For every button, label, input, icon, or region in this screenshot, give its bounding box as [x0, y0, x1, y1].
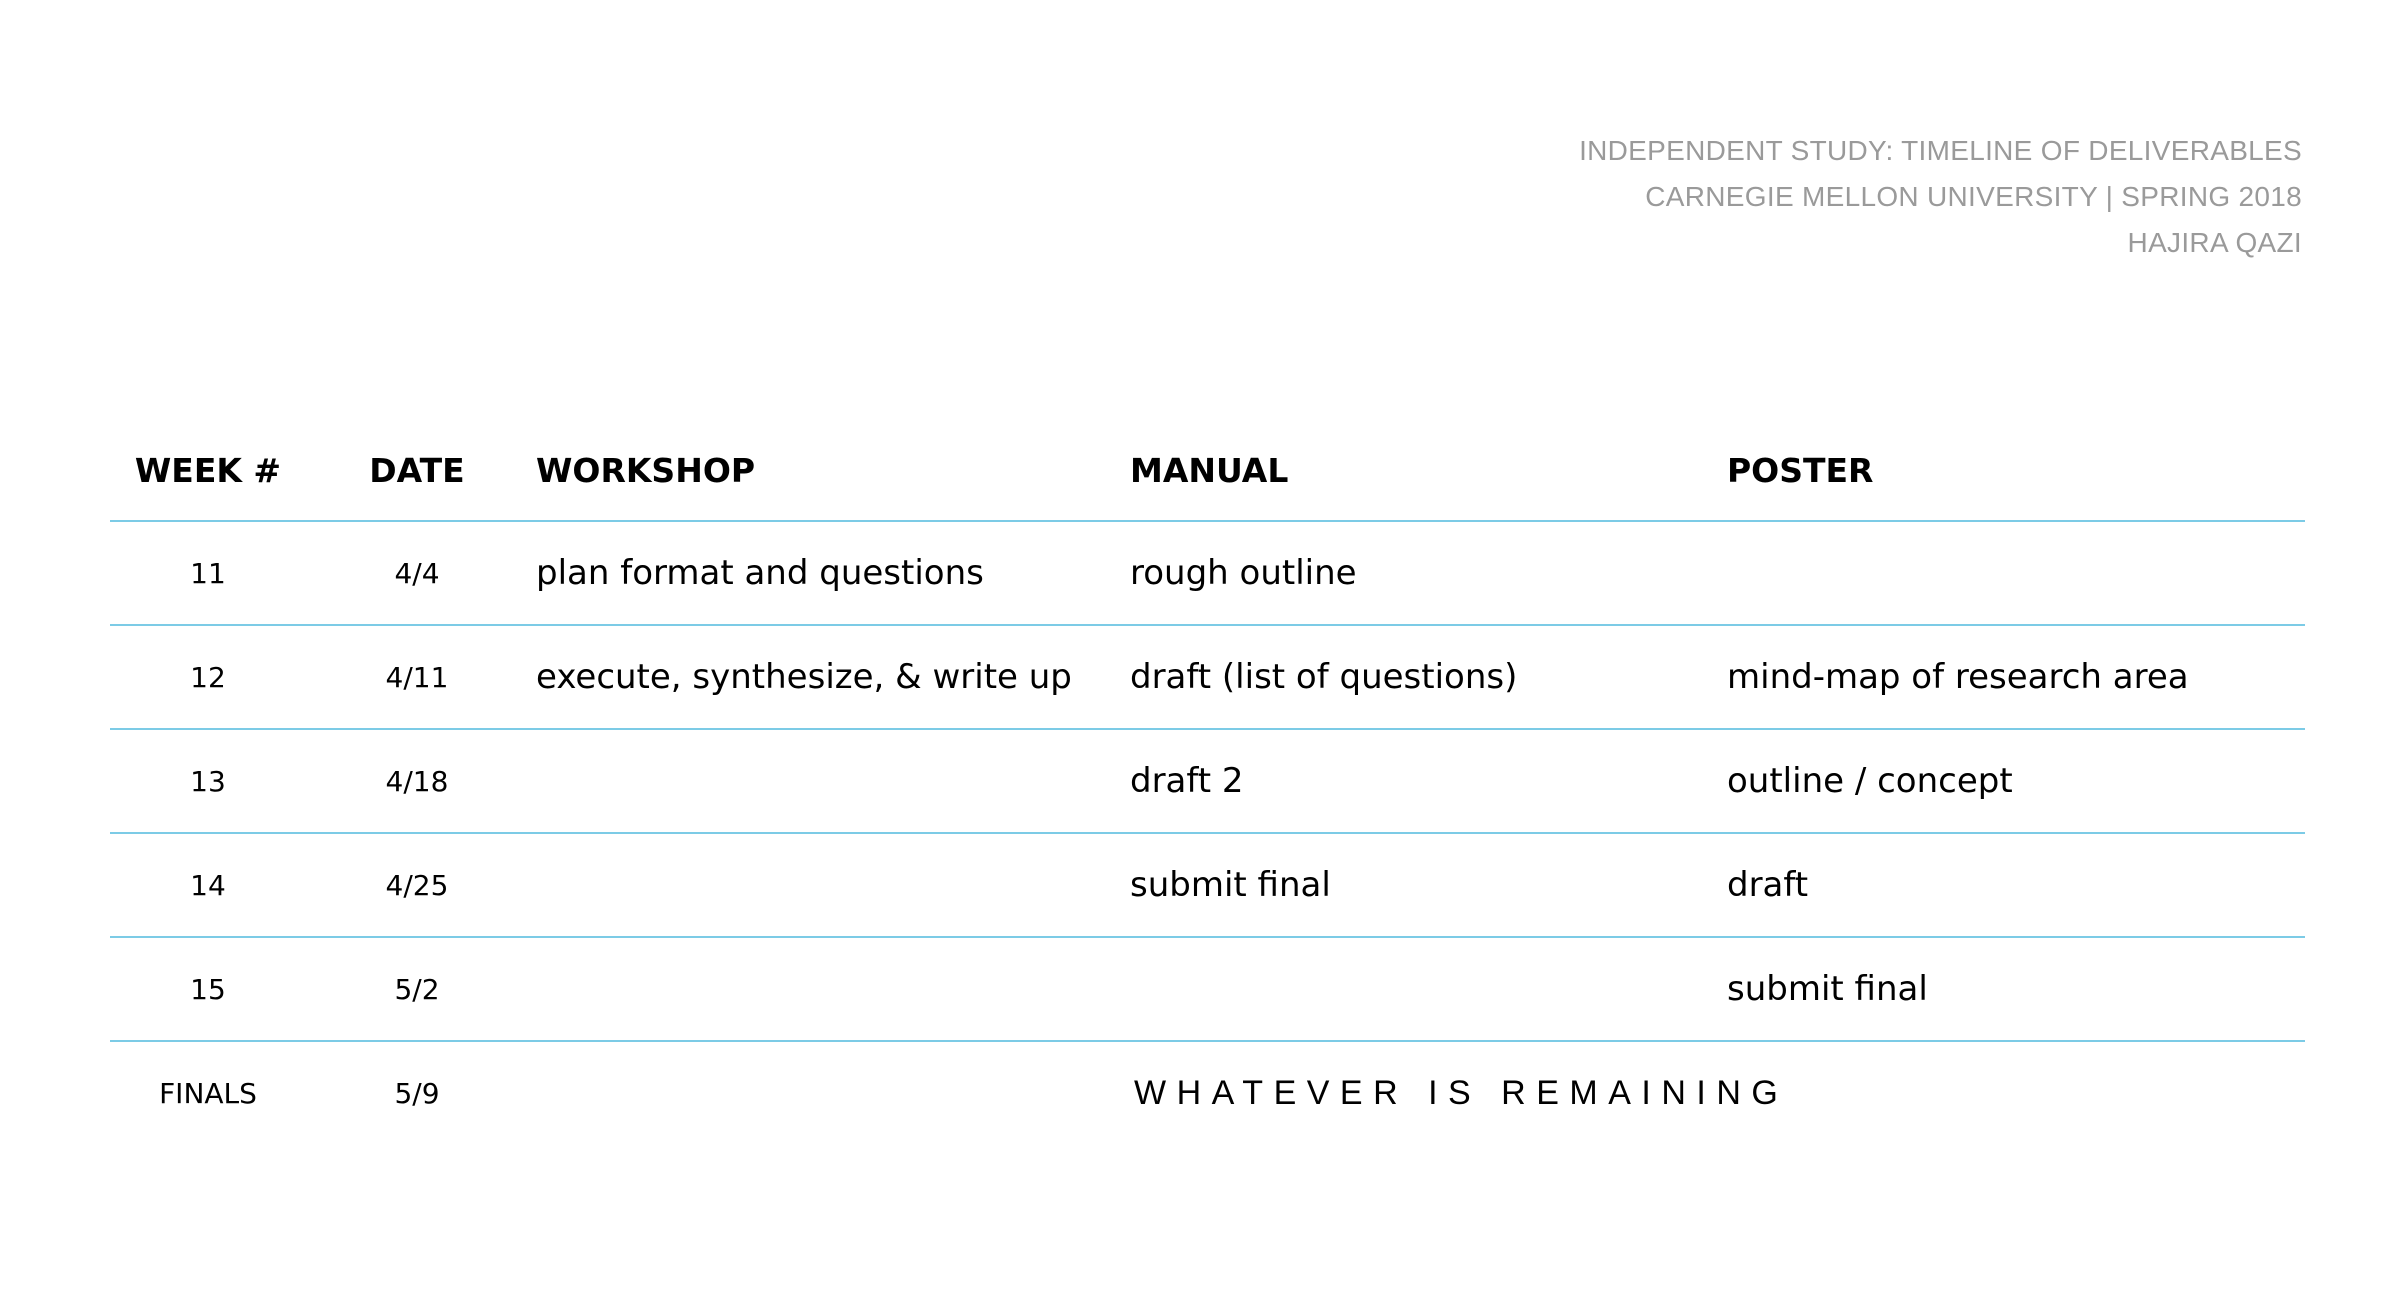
manual-cell: rough outline — [1130, 553, 1357, 593]
table-row — [110, 938, 2305, 1042]
table-row — [110, 626, 2305, 730]
table-row — [110, 834, 2305, 938]
week-cell: 12 — [190, 660, 226, 694]
manual-cell: draft (list of questions) — [1130, 657, 1518, 697]
workshop-cell: plan format and questions — [536, 553, 984, 593]
date-cell: 4/11 — [385, 660, 449, 694]
document-institution: CARNEGIE MELLON UNIVERSITY | SPRING 2018 — [1645, 181, 2302, 212]
poster-cell: mind-map of research area — [1727, 657, 2189, 697]
table-row — [110, 730, 2305, 834]
column-header-poster: POSTER — [1727, 450, 1874, 490]
date-cell: 5/9 — [394, 1076, 440, 1110]
week-cell: 15 — [190, 972, 226, 1006]
column-header-date: DATE — [369, 450, 465, 490]
document-title: INDEPENDENT STUDY: TIMELINE OF DELIVERABLES — [1579, 135, 2302, 166]
workshop-cell: execute, synthesize, & write up — [536, 657, 1072, 697]
week-cell: 14 — [190, 868, 226, 902]
poster-cell: outline / concept — [1727, 761, 2013, 801]
date-cell: 4/4 — [394, 556, 440, 590]
table-header-row — [110, 420, 2305, 522]
document-header — [1579, 128, 2302, 266]
date-cell: 5/2 — [394, 972, 440, 1006]
column-header-workshop: WORKSHOP — [536, 450, 756, 490]
column-header-week: WEEK # — [134, 450, 282, 490]
deliverables-table — [110, 420, 2305, 1144]
poster-cell: submit final — [1727, 969, 1928, 1009]
table-row — [110, 522, 2305, 626]
week-cell: 13 — [190, 764, 226, 798]
week-cell: FINALS — [159, 1076, 257, 1110]
column-header-manual: MANUAL — [1130, 450, 1289, 490]
document-author: HAJIRA QAZI — [2127, 227, 2302, 258]
table-row-finals — [110, 1042, 2305, 1144]
manual-cell: submit final — [1130, 865, 1331, 905]
date-cell: 4/25 — [385, 868, 449, 902]
date-cell: 4/18 — [385, 764, 449, 798]
poster-cell: draft — [1727, 865, 1809, 905]
finals-note: WHATEVER IS REMAINING — [1134, 1073, 1789, 1112]
manual-cell: draft 2 — [1130, 761, 1244, 801]
week-cell: 11 — [190, 556, 226, 590]
